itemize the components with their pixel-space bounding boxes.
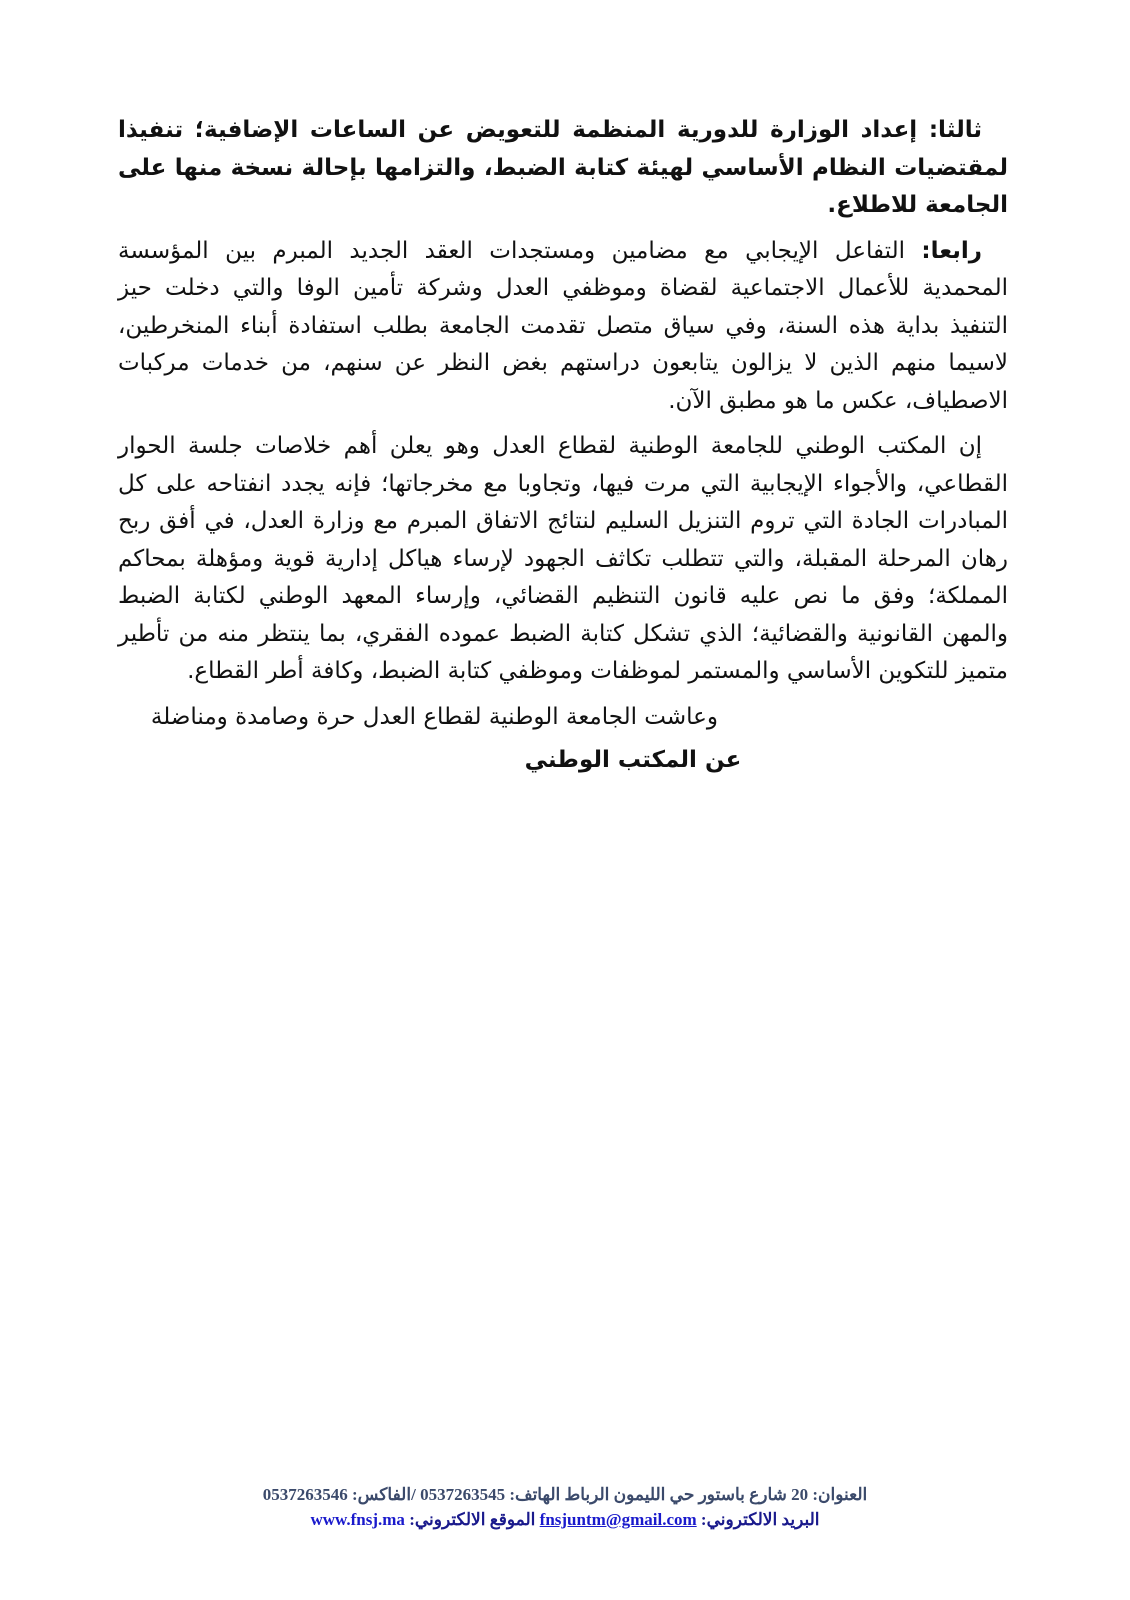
- website-label: الموقع الالكتروني:: [409, 1510, 536, 1529]
- closing-slogan: وعاشت الجامعة الوطنية لقطاع العدل حرة وصامدة ومناضلة: [150, 703, 718, 730]
- fax-label: /الفاكس:: [351, 1485, 416, 1504]
- signature: عن المكتب الوطني: [524, 746, 742, 773]
- address-label: العنوان:: [812, 1485, 868, 1504]
- paragraph-third-point: [118, 112, 1008, 225]
- phone-label: الهاتف:: [509, 1485, 561, 1504]
- letter-body: [118, 112, 1008, 779]
- footer-web-line: [0, 1507, 1130, 1532]
- footer-contact-line: [0, 1482, 1130, 1507]
- letterhead-footer: [0, 1482, 1130, 1532]
- address-value: 20 شارع باستور حي الليمون الرباط: [564, 1485, 809, 1504]
- paragraph-conclusion: [118, 428, 1008, 691]
- website-link[interactable]: www.fnsj.ma: [310, 1510, 405, 1529]
- phone-value: 0537263545: [420, 1485, 506, 1504]
- email-link[interactable]: fnsjuntm@gmail.com: [539, 1510, 697, 1529]
- paragraph-lead: رابعا:: [921, 237, 982, 264]
- paragraph-text: إن المكتب الوطني للجامعة الوطنية لقطاع العدل وهو يعلن أهم خلاصات جلسة الحوار القطاعي، والأجواء الإيجابية التي مرت فيها، وتجاوبا مع مخرجاتها؛ فإنه يجدد انفتاحه على كل المبادرات الجادة التي تروم التنزيل السليم لنتائج الاتفاق المبرم مع وزارة العدل، في أفق ربح رهان المرحلة المقبلة، والتي تتطلب تكاثف الجهود لإرساء هياكل إدارية قوية ومؤهلة بمحاكم المملكة؛ وفق ما نص عليه قانون التنظيم القضائي، وإرساء المعهد الوطني لكتابة الضبط والمهن القانونية والقضائية؛ الذي تشكل كتابة الضبط عموده الفقري، بما ينتظر منه من تأطير متميز للتكوين الأساسي والمستمر لموظفات وموظفي كتابة الضبط، وكافة أطر القطاع.: [118, 433, 1008, 684]
- paragraph-text: إعداد الوزارة للدورية المنظمة للتعويض عن الساعات الإضافية؛ تنفيذا لمقتضيات النظام الأساسي لهيئة كتابة الضبط، والتزامها بإحالة نسخة منها على الجامعة للاطلاع.: [118, 117, 1008, 218]
- paragraph-fourth-point: [118, 233, 1008, 421]
- paragraph-lead: ثالثا:: [928, 117, 982, 143]
- paragraph-text: التفاعل الإيجابي مع مضامين ومستجدات العقد الجديد المبرم بين المؤسسة المحمدية للأعمال الاجتماعية لقضاة وموظفي العدل وشركة تأمين الوفا والتي دخلت حيز التنفيذ بداية هذه السنة، وفي سياق متصل تقدمت الجامعة بطلب استفادة أبناء المنخرطين، لاسيما منهم الذين لا يزالون يتابعون دراستهم بغض النظر عن سنهم، من خدمات مركبات الاصطياف، عكس ما هو مطبق الآن.: [118, 237, 1008, 414]
- fax-value: 0537263546: [262, 1485, 348, 1504]
- email-label: البريد الالكتروني:: [700, 1510, 820, 1529]
